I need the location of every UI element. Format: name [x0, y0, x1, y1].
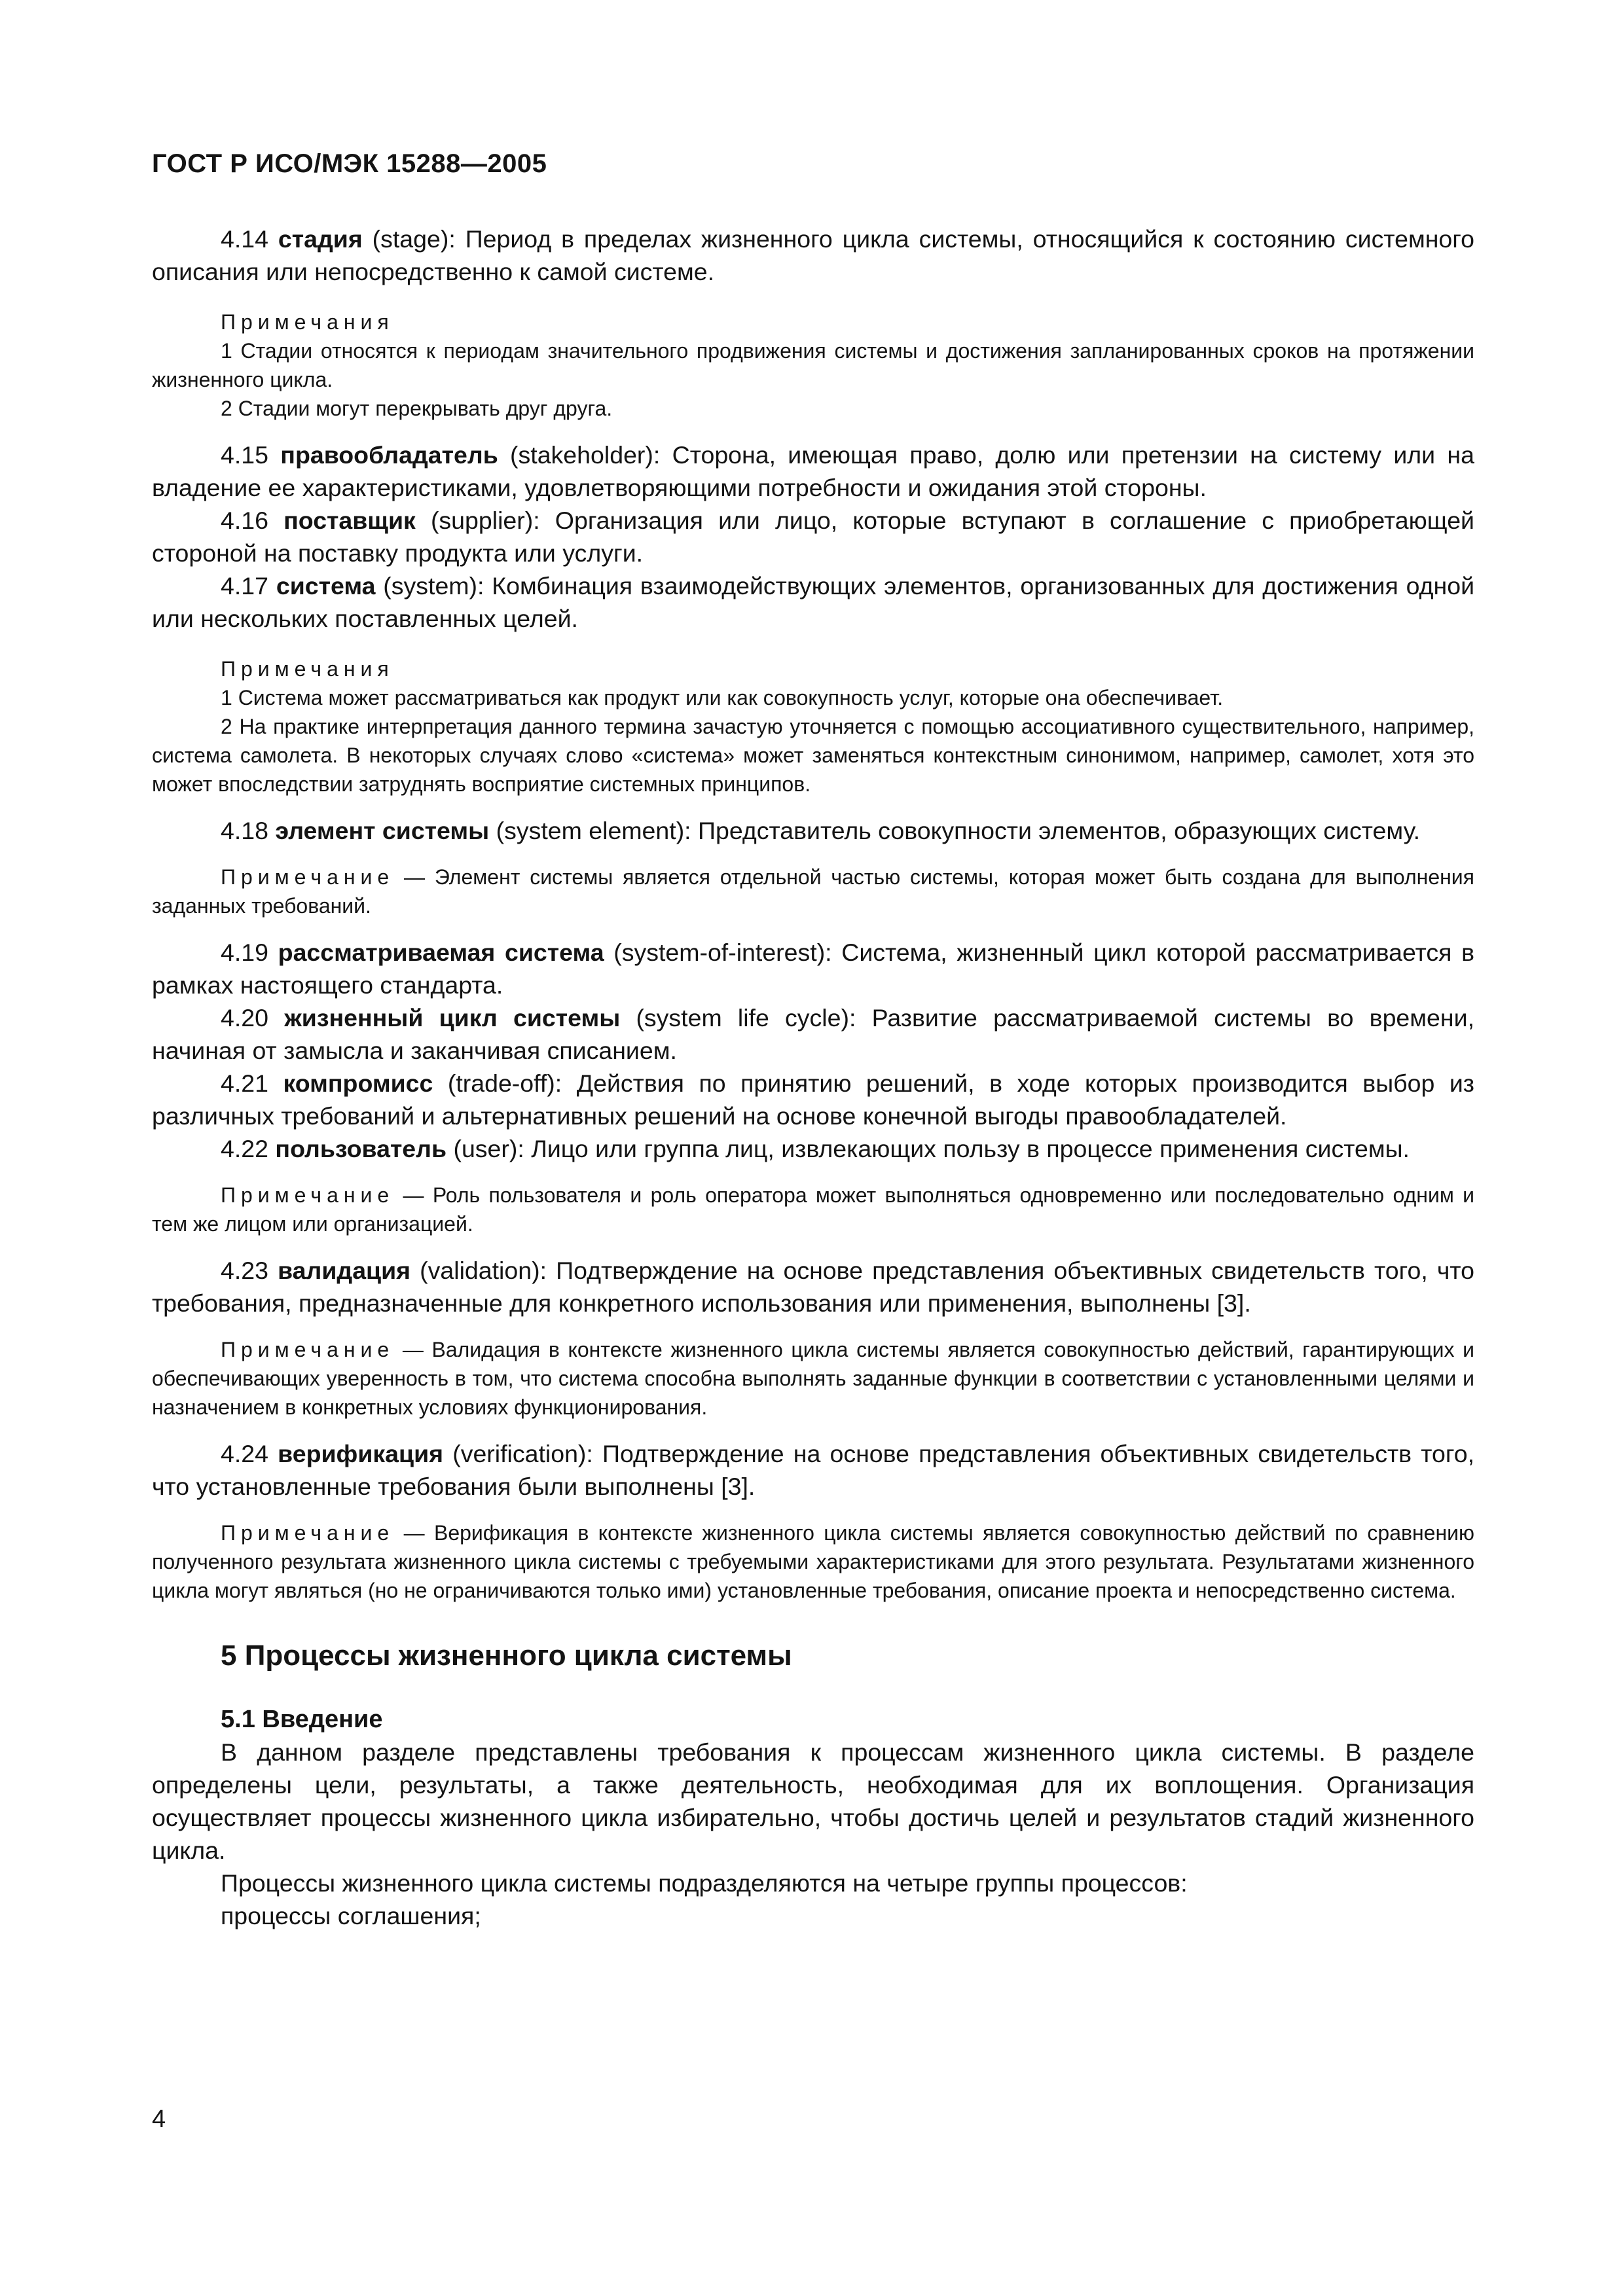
note-label: Примечание [221, 1183, 395, 1207]
term-definition: Лицо или группа лиц, извлекающих пользу в процессе применения системы. [531, 1135, 1410, 1162]
term-english: (system element): [496, 817, 691, 844]
term-name: верификация [278, 1440, 444, 1467]
notes-heading: Примечания [221, 657, 394, 681]
term-4-20 [152, 1001, 1474, 1067]
note-text: — Верификация в контексте жизненного цикла системы является совокупностью действий по сравнению полученного результата жизненного цикла системы с требуемыми характеристиками для этого результата. Результатами жизненного цикла могут являться (но не ограничиваются только ими) установленные требования, описание проекта и непосредственно система. [152, 1521, 1475, 1602]
term-name: система [276, 572, 376, 600]
term-number: 4.15 [221, 441, 268, 469]
term-name: элемент системы [275, 817, 490, 844]
term-number: 4.18 [221, 817, 268, 844]
term-number: 4.16 [221, 507, 268, 534]
note-text: — Роль пользователя и роль оператора может выполняться одновременно или последовательно одним и тем же лицом или организацией. [152, 1183, 1474, 1236]
note-4-23 [152, 1335, 1474, 1422]
term-english: (system): [383, 572, 484, 600]
term-english: (system-of-interest): [613, 939, 832, 966]
term-number: 4.21 [221, 1069, 268, 1097]
term-4-23 [152, 1254, 1474, 1319]
term-definition: Организация или лицо, которые вступают в соглашение с приобретающей стороной на поставку продукта или услуги. [152, 507, 1474, 567]
note-text: 2 Стадии могут перекрывать друг друга. [221, 397, 613, 420]
note-text: 2 На практике интерпретация данного термина зачастую уточняется с помощью ассоциативного существительного, например, система самолета. В некоторых случаях слово «система» может заменяться контекстным синонимом, например, самолет, хотя это может впоследствии затруднять восприятие системных принципов. [152, 715, 1474, 796]
term-name: стадия [278, 225, 363, 253]
term-english: (user): [453, 1135, 524, 1162]
term-4-15 [152, 439, 1474, 504]
term-english: (trade-off): [447, 1069, 562, 1097]
term-english: (stakeholder): [510, 441, 661, 469]
term-definition: Сторона, имеющая право, долю или претензии на систему или на владение ее характеристиками, удовлетворяющими потребности и ожидания этой стороны. [152, 441, 1474, 501]
term-definition: Представитель совокупности элементов, образующих систему. [698, 817, 1420, 844]
term-definition: Подтверждение на основе представления объективных свидетельств того, что установленные требования были выполнены [3]. [152, 1440, 1475, 1500]
term-4-17 [152, 569, 1474, 635]
term-definition: Развитие рассматриваемой системы во времени, начиная от замысла и заканчивая списанием. [152, 1004, 1474, 1064]
term-4-18 [152, 814, 1474, 847]
term-name: жизненный цикл системы [284, 1004, 621, 1031]
note-text: — Валидация в контексте жизненного цикла системы является совокупностью действий, гарантирующих и обеспечивающих уверенность в том, что система способна выполнять заданные функции в соответствии с установленными целями и назначением в конкретных условиях функционирования. [152, 1338, 1475, 1419]
term-definition: Комбинация взаимодействующих элементов, организованных для достижения одной или нескольких поставленных целей. [152, 572, 1475, 632]
term-english: (system life cycle): [636, 1004, 856, 1031]
term-number: 4.22 [221, 1135, 268, 1162]
term-name: валидация [278, 1257, 411, 1284]
note-label: Примечание [221, 1521, 395, 1545]
note-text: 1 Система может рассматриваться как продукт или как совокупность услуг, которые она обеспечивает. [221, 686, 1224, 709]
body-paragraph: Процессы жизненного цикла системы подразделяются на четыре группы процессов: [221, 1869, 1188, 1897]
term-name: компромисс [283, 1069, 433, 1097]
note-text: 1 Стадии относятся к периодам значительного продвижения системы и достижения запланированных сроков на протяжении жизненного цикла. [152, 339, 1474, 391]
term-number: 4.17 [221, 572, 268, 600]
section-title: 5 Процессы жизненного цикла системы [221, 1640, 792, 1672]
term-name: правообладатель [280, 441, 498, 469]
term-name: рассматриваемая система [278, 939, 604, 966]
term-definition: Подтверждение на основе представления объективных свидетельств того, что требования, предназначенные для конкретного использования или применения, выполнены [3]. [152, 1257, 1474, 1317]
note-text: — Элемент системы является отдельной частью системы, которая может быть создана для выполнения заданных требований. [152, 865, 1475, 918]
note-label: Примечание [221, 865, 395, 889]
term-number: 4.23 [221, 1257, 268, 1284]
term-name: пользователь [275, 1135, 447, 1162]
term-number: 4.14 [221, 225, 268, 253]
term-english: (supplier): [430, 507, 540, 534]
term-4-24 [152, 1437, 1474, 1503]
term-definition: Период в пределах жизненного цикла системы, относящийся к состоянию системного описания или непосредственно к самой системе. [152, 225, 1475, 285]
term-definition: Действия по принятию решений, в ходе которых производится выбор из различных требований и альтернативных решений на основе конечной выгоды правообладателей. [152, 1069, 1474, 1130]
body-paragraph: процессы соглашения; [221, 1902, 481, 1929]
term-number: 4.19 [221, 939, 268, 966]
term-number: 4.24 [221, 1440, 268, 1467]
note-4-18 [152, 863, 1474, 920]
term-english: (validation): [420, 1257, 547, 1284]
term-4-19 [152, 936, 1474, 1001]
note-4-24 [152, 1518, 1474, 1605]
term-4-14 [152, 223, 1474, 288]
page-number: 4 [152, 2106, 166, 2133]
notes-heading: Примечания [221, 310, 394, 334]
term-name: поставщик [283, 507, 416, 534]
note-4-22 [152, 1181, 1474, 1238]
body-paragraph: В данном разделе представлены требования к процессам жизненного цикла системы. В разделе определены цели, результаты, а также деятельность, необходимая для их воплощения. Организация осуществляет процессы жизненного цикла избирательно, чтобы достичь целей и результатов стадий жизненного цикла. [152, 1738, 1474, 1864]
term-english: (verification): [452, 1440, 593, 1467]
term-4-21 [152, 1067, 1474, 1132]
term-definition: Система, жизненный цикл которой рассматривается в рамках настоящего стандарта. [152, 939, 1475, 999]
term-number: 4.20 [221, 1004, 268, 1031]
term-4-16 [152, 504, 1474, 569]
term-english: (stage): [372, 225, 456, 253]
subsection-title: 5.1 Введение [221, 1706, 383, 1733]
term-4-22 [152, 1132, 1474, 1165]
page-content [152, 223, 1474, 1932]
note-label: Примечание [221, 1338, 395, 1361]
document-header: ГОСТ Р ИСО/МЭК 15288—2005 [152, 149, 547, 178]
